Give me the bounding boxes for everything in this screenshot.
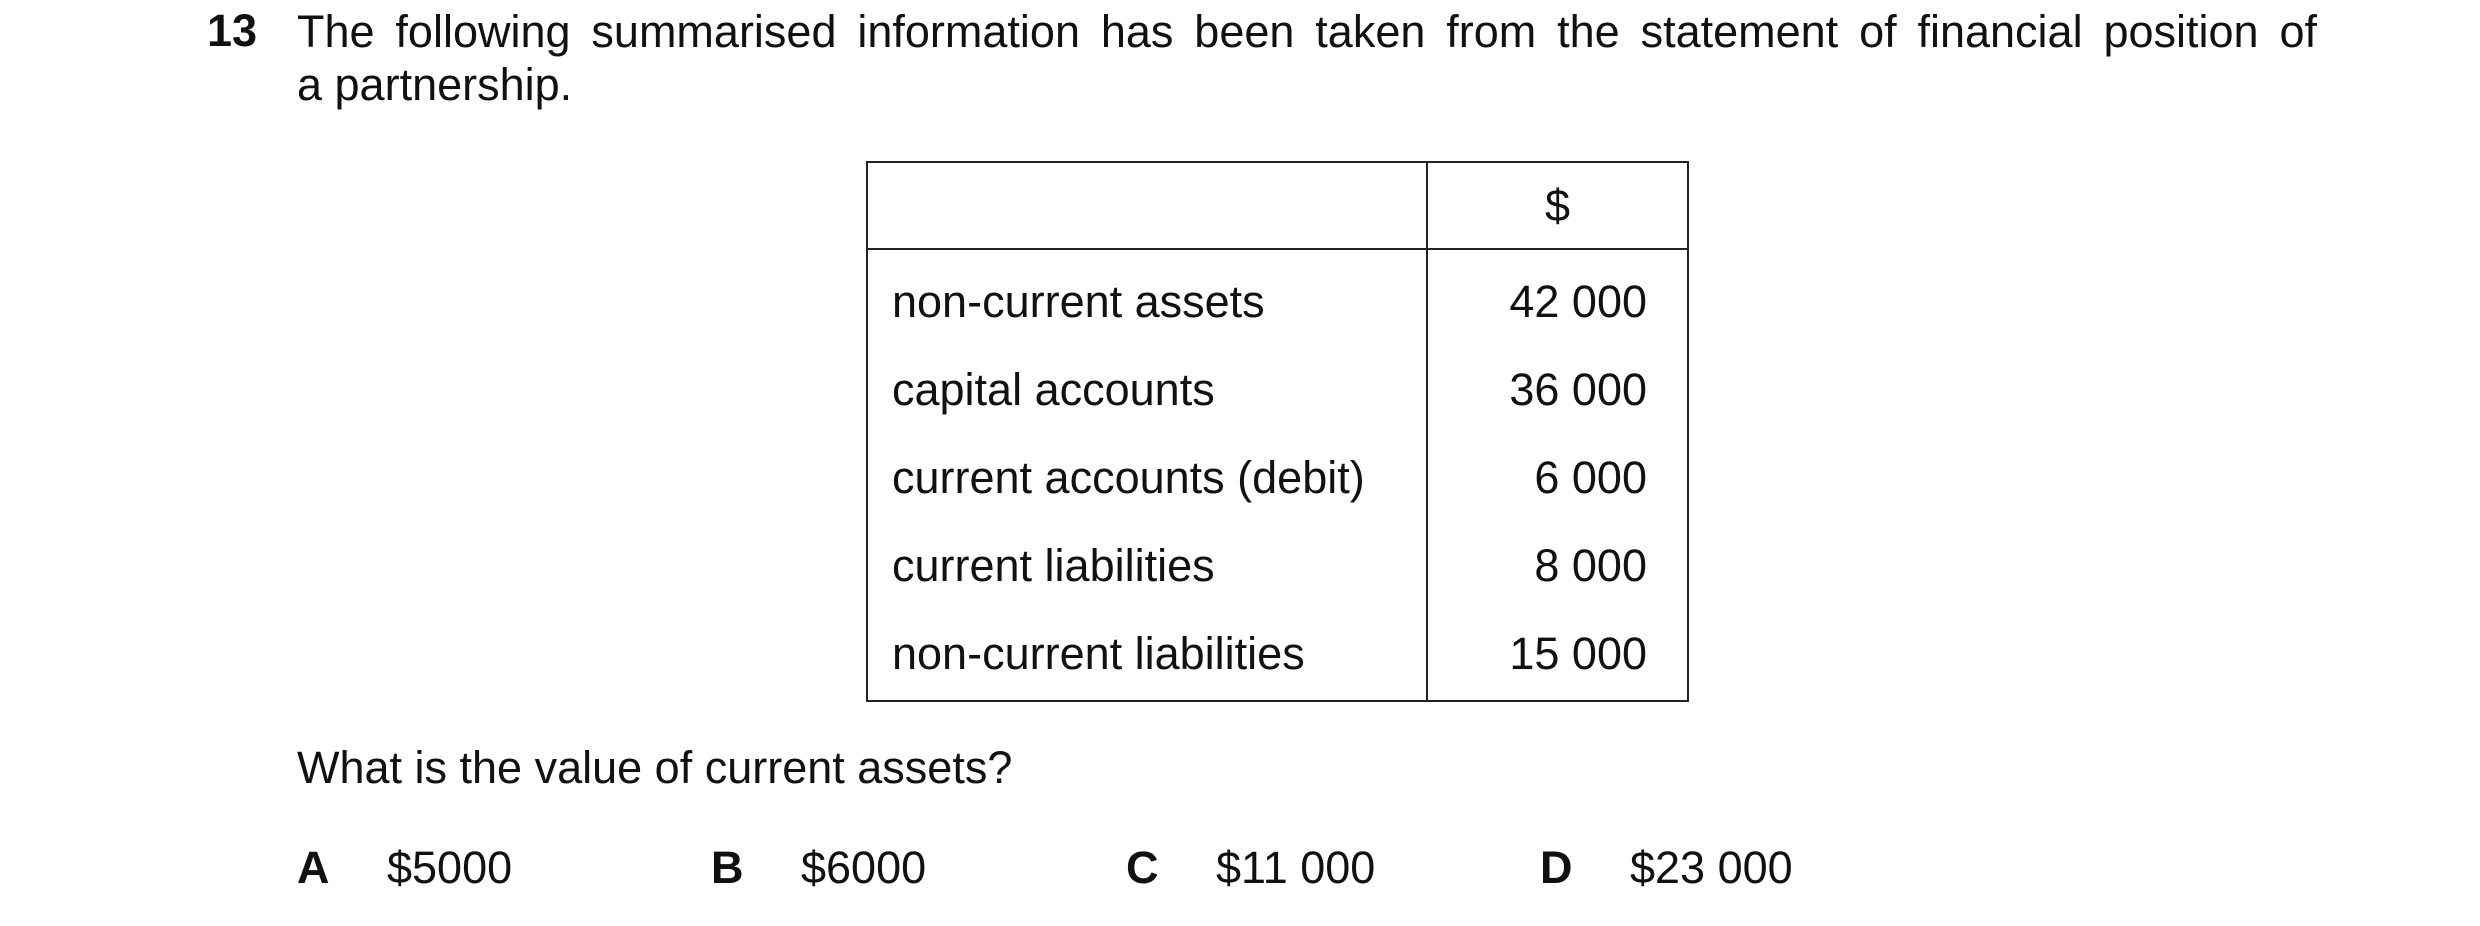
row-label: capital accounts [867, 346, 1427, 434]
question-prompt: What is the value of current assets? [297, 742, 1013, 793]
row-value: 15 000 [1427, 610, 1688, 701]
option-letter: D [1540, 842, 1573, 893]
question-stem-line-1: The following summarised information has been taken from the statement of financial position of [297, 6, 2317, 57]
question-stem [297, 5, 2317, 111]
option-letter: A [297, 842, 330, 893]
financial-position-table [866, 161, 1689, 702]
row-label: non-current liabilities [867, 610, 1427, 701]
option-text: $6000 [801, 842, 927, 893]
row-value: 8 000 [1427, 522, 1688, 610]
question-number: 13 [207, 5, 258, 56]
question-stem-line-2: a partnership. [297, 59, 573, 110]
table-row [867, 249, 1688, 346]
row-label: current liabilities [867, 522, 1427, 610]
option-text: $23 000 [1630, 842, 1793, 893]
answer-options [297, 840, 2197, 896]
option-c[interactable] [1126, 840, 1375, 896]
row-value: 6 000 [1427, 434, 1688, 522]
option-letter: C [1126, 842, 1159, 893]
table-row [867, 522, 1688, 610]
option-text: $5000 [387, 842, 513, 893]
option-d[interactable] [1540, 840, 1793, 896]
table-row [867, 346, 1688, 434]
row-label: current accounts (debit) [867, 434, 1427, 522]
header-label-cell [867, 162, 1427, 249]
row-value: 36 000 [1427, 346, 1688, 434]
option-a[interactable] [297, 840, 512, 896]
option-letter: B [711, 842, 744, 893]
table-header-row [867, 162, 1688, 249]
table-row [867, 610, 1688, 701]
option-b[interactable] [711, 840, 926, 896]
header-currency-cell: $ [1427, 162, 1688, 249]
row-value: 42 000 [1427, 249, 1688, 346]
row-label: non-current assets [867, 249, 1427, 346]
table-row [867, 434, 1688, 522]
option-text: $11 000 [1216, 842, 1376, 893]
